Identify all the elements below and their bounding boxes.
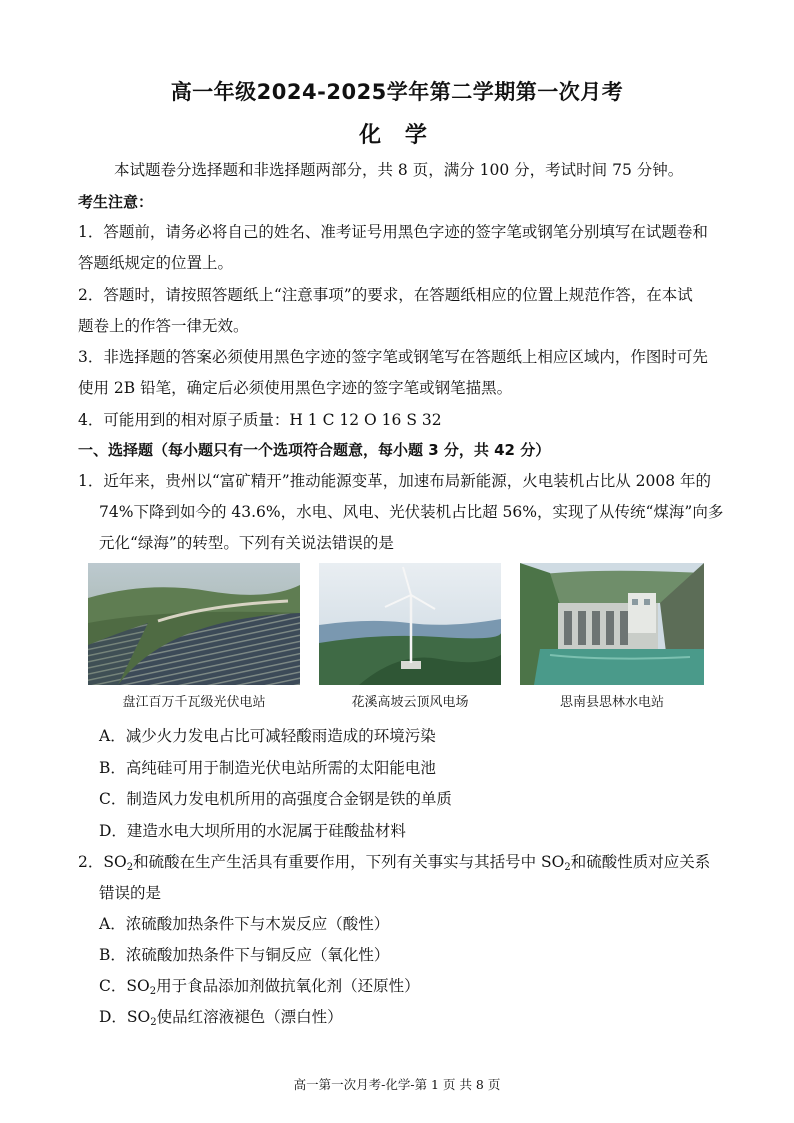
q2-option-c: C．$SO_2$用于食品添加剂做抗氧化剂（还原性） — [99, 977, 420, 997]
q1-stem-line-3: 元化“绿海”的转型。下列有关说法错误的是 — [99, 534, 394, 552]
q2-option-d: D．$SO_2$使品红溶液褪色（漂白性） — [99, 1008, 343, 1028]
notice-item-4: 4．可能用到的相对原子质量：H 1 C 12 O 16 S 32 — [78, 411, 442, 429]
page-footer: 高一第一次月考-化学-第 1 页 共 8 页 — [293, 1077, 501, 1092]
wind-farm-photo — [319, 563, 501, 710]
exam-intro: 本试题卷分选择题和非选择题两部分，共 8 页，满分 100 分，考试时间 75 分钟。 — [114, 161, 684, 179]
q1-option-a: A．减少火力发电占比可减轻酸雨造成的环境污染 — [99, 727, 436, 745]
notice-item-1-line-2: 答题纸规定的位置上。 — [78, 254, 234, 272]
caption-wind: 花溪高坡云顶风电场 — [351, 695, 469, 710]
q2-stem-line-2: 错误的是 — [99, 884, 162, 902]
notice-item-1-line-1: 1．答题前，请务必将自己的姓名、准考证号用黑色字迹的签字笔或钢笔分别填写在试题卷和 — [78, 223, 708, 241]
q1-option-c: C．制造风力发电机所用的高强度合金钢是铁的单质 — [99, 790, 452, 808]
solar-plant-photo — [88, 563, 300, 710]
notice-item-2-line-2: 题卷上的作答一律无效。 — [78, 317, 249, 335]
exam-title: 高一年级2024-2025学年第二学期第一次月考 — [170, 80, 624, 104]
q2-stem-line-1: 2．$SO_2$和硫酸在生产生活具有重要作用，下列有关事实与其括号中 $SO_2$和硫酸性质对应关系 — [78, 853, 711, 873]
notice-item-3-line-1: 3．非选择题的答案必须使用黑色字迹的签字笔或钢笔写在答题纸上相应区域内，作图时可先 — [78, 348, 708, 366]
q1-photo-row — [88, 563, 708, 723]
section-heading: 一、选择题（每小题只有一个选项符合题意，每小题 3 分，共 42 分） — [78, 441, 551, 459]
caption-solar: 盘江百万千瓦级光伏电站 — [122, 695, 266, 710]
q2-option-a: A．浓硫酸加热条件下与木炭反应（酸性） — [99, 915, 390, 933]
q1-stem-line-2: 74%下降到如今的 43.6%，水电、风电、光伏装机占比超 56%，实现了从传统“煤海”向多 — [99, 503, 724, 521]
q1-stem-line-1: 1．近年来，贵州以“富矿精开”推动能源变革，加速布局新能源，火电装机占比从 2008 年的 — [78, 472, 712, 490]
hydro-station-photo — [520, 563, 704, 710]
notice-item-2-line-1: 2．答题时，请按照答题纸上“注意事项”的要求，在答题纸相应的位置上规范作答，在本试 — [78, 286, 693, 304]
notice-heading: 考生注意： — [78, 193, 154, 211]
subject-title: 化 学 — [359, 123, 435, 148]
notice-item-3-line-2: 使用 2B 铅笔，确定后必须使用黑色字迹的签字笔或钢笔描黑。 — [78, 379, 513, 397]
q1-option-d: D．建造水电大坝所用的水泥属于硅酸盐材料 — [99, 822, 406, 840]
q2-option-b: B．浓硫酸加热条件下与铜反应（氧化性） — [99, 946, 390, 964]
caption-hydro: 思南县思林水电站 — [559, 695, 664, 710]
q1-option-b: B．高纯硅可用于制造光伏电站所需的太阳能电池 — [99, 759, 436, 777]
